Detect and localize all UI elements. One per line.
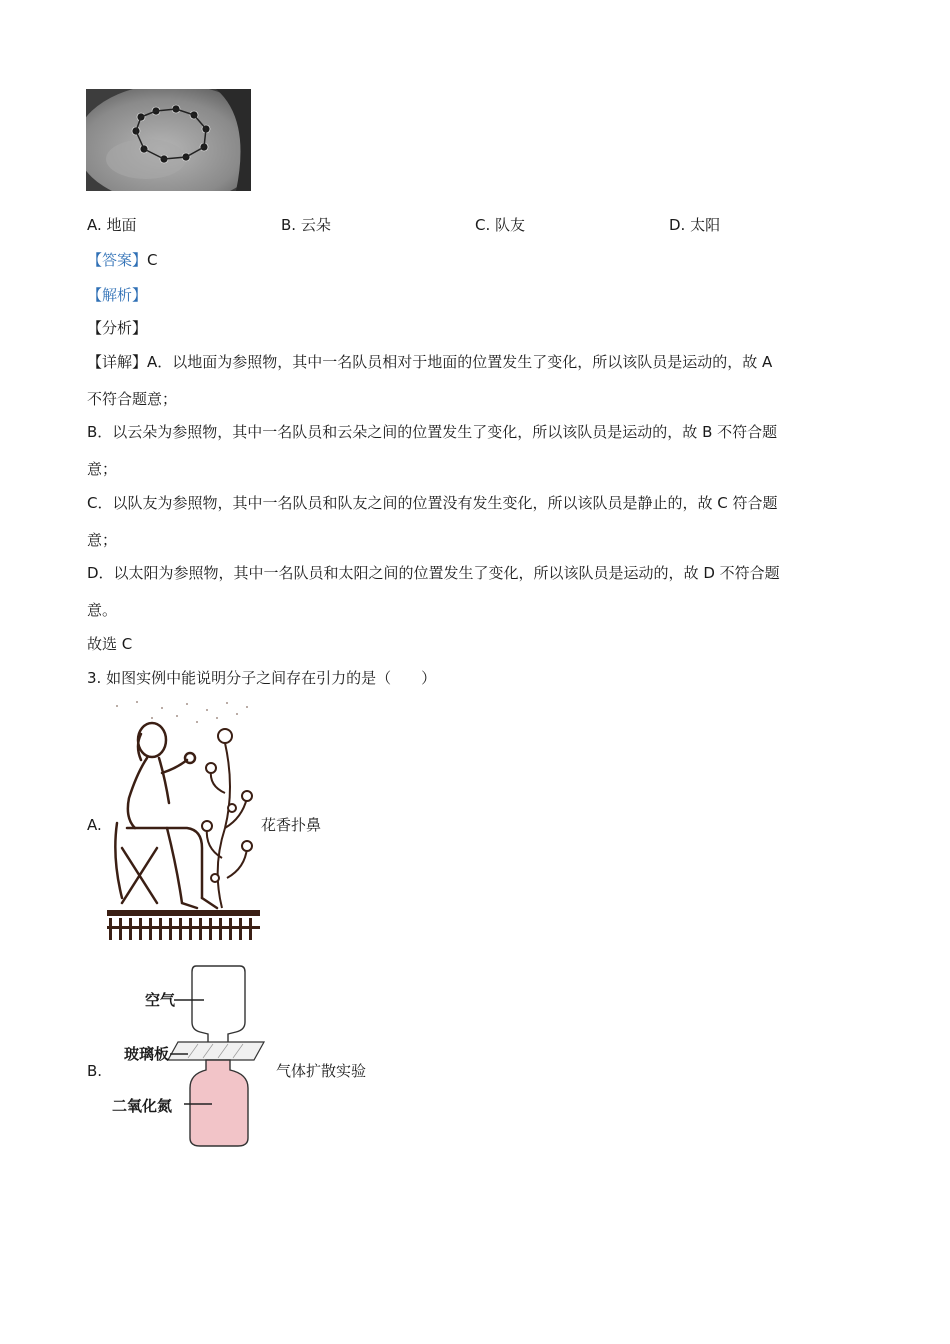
q3-option-a-caption: 花香扑鼻	[261, 816, 322, 834]
analysis-tag: 【解析】	[87, 286, 148, 304]
detail-line-2: 不符合题意；	[87, 390, 178, 408]
option-text: 地面	[106, 216, 137, 234]
question-3-stem: 3. 如图实例中能说明分子之间存在引力的是（ ）	[87, 669, 437, 687]
label-no2: 二氧化氮	[112, 1097, 173, 1115]
skydivers-photo	[86, 89, 251, 191]
option-text: 太阳	[690, 216, 721, 234]
option-b	[281, 215, 331, 235]
detail-line-7: D．以太阳为参照物，其中一名队员和太阳之间的位置发生了变化，所以该队员是运动的，故 D 不符合题	[87, 564, 780, 582]
q3-option-a-letter: A.	[87, 816, 102, 834]
option-letter: A.	[87, 216, 102, 234]
option-text: 云朵	[300, 216, 331, 234]
q3-option-b-letter: B.	[87, 1062, 103, 1080]
detail-text: A．以地面为参照物，其中一名队员相对于地面的位置发生了变化，所以该队员是运动的，故 A	[147, 353, 773, 371]
detail-line-5: C．以队友为参照物，其中一名队员和队友之间的位置没有发生变化，所以该队员是静止的，故 C 符合题	[87, 494, 778, 512]
q3-option-b-caption: 气体扩散实验	[276, 1062, 367, 1080]
detail-line-8: 意。	[87, 601, 118, 619]
detail-line-3: B．以云朵为参照物，其中一名队员和云朵之间的位置发生了变化，所以该队员是运动的，故 B 不符合题	[87, 423, 778, 441]
option-d	[669, 215, 720, 235]
option-letter: D.	[669, 216, 686, 234]
detail-line-4: 意；	[87, 460, 118, 478]
label-glass-plate: 玻璃板	[124, 1045, 170, 1063]
detail-line-9: 故选 C	[87, 635, 133, 653]
detail-line-1	[87, 352, 772, 372]
flower-scent-illustration	[107, 698, 260, 942]
answer-line	[87, 250, 158, 270]
answer-value: C	[147, 251, 158, 269]
option-c	[475, 215, 525, 235]
fenxi-tag: 【分析】	[87, 319, 148, 337]
answer-tag: 【答案】	[87, 251, 148, 269]
option-letter: B.	[281, 216, 297, 234]
option-letter: C.	[475, 216, 491, 234]
detail-tag: 【详解】	[87, 353, 148, 371]
option-text: 队友	[495, 216, 526, 234]
detail-line-6: 意；	[87, 531, 118, 549]
option-a	[87, 215, 137, 235]
label-air: 空气	[145, 991, 176, 1009]
